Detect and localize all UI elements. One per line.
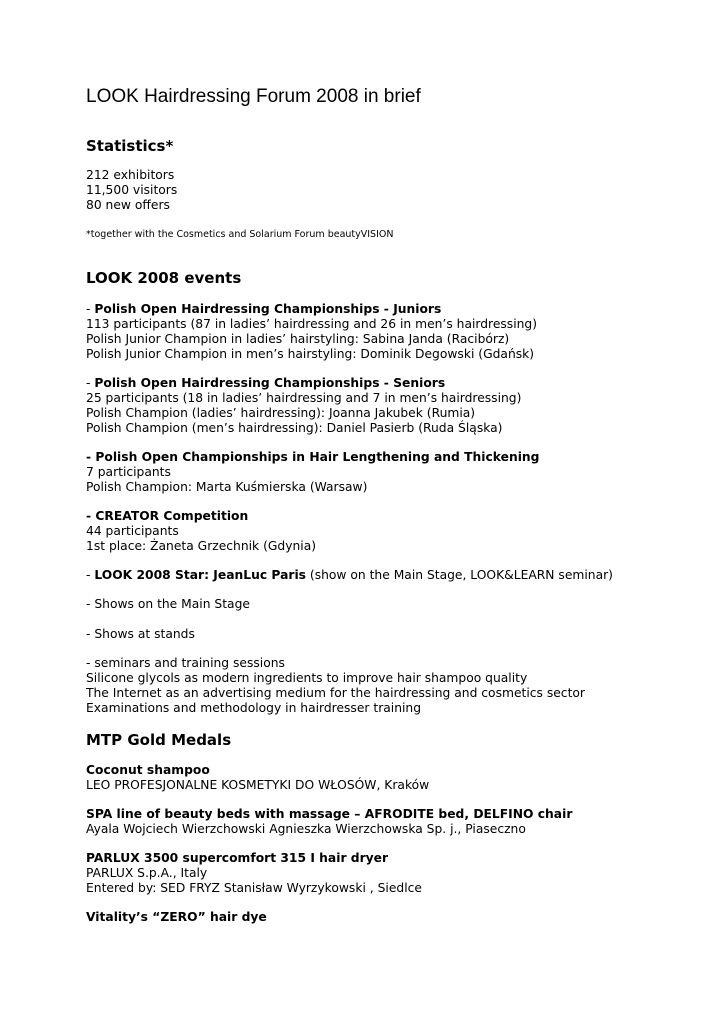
event-star [86,568,613,583]
medal-detail: PARLUX S.p.A., Italy [86,866,208,880]
event-detail: Polish Junior Champion in men’s hairstyling: Dominik Degowski (Gdańsk) [86,347,535,361]
medal-detail: Entered by: SED FRYZ Stanisław Wyrzykowski , Siedlce [86,881,422,895]
statistics-footnote: *together with the Cosmetics and Solarium Forum beautyVISION [86,229,394,240]
event-detail: 7 participants [86,465,171,479]
event-detail: 1st place: Żaneta Grzechnik (Gdynia) [86,539,317,553]
event-detail: Polish Champion: Marta Kuśmierska (Warsaw) [86,480,368,494]
medal-title: Coconut shampoo [86,763,210,777]
event-juniors [86,302,537,362]
medals-heading: MTP Gold Medals [86,731,232,749]
event-title: - Polish Open Championships in Hair Lengthening and Thickening [86,450,540,464]
event-detail: 44 participants [86,524,179,538]
page-title: LOOK Hairdressing Forum 2008 in brief [86,86,421,107]
event-title: Polish Open Hairdressing Championships - Seniors [94,376,446,390]
event-prefix: - [86,568,95,582]
medal-item [86,763,429,793]
statistics-line: 11,500 visitors [86,183,178,197]
event-creator [86,509,316,554]
event-prefix: - [86,376,95,390]
event-title: - seminars and training sessions [86,656,285,670]
event-stands: - Shows at stands [86,627,195,641]
event-title-line [86,568,613,583]
event-title: Polish Open Hairdressing Championships - Juniors [94,302,442,316]
medal-title: Vitality’s “ZERO” hair dye [86,910,267,924]
medal-detail: LEO PROFESJONALNE KOSMETYKI DO WŁOSÓW, Kraków [86,778,430,792]
event-seniors [86,376,521,436]
event-detail: 25 participants (18 in ladies’ hairdressing and 7 in men’s hairdressing) [86,391,522,405]
medal-detail: Ayala Wojciech Wierzchowski Agnieszka Wierzchowska Sp. j., Piaseczno [86,822,526,836]
event-title-line [86,376,521,391]
event-title-line [86,302,537,317]
event-detail: 113 participants (87 in ladies’ hairdressing and 26 in men’s hairdressing) [86,317,538,331]
seminar-item: Examinations and methodology in hairdresser training [86,701,422,715]
seminar-item: The Internet as an advertising medium for the hairdressing and cosmetics sector [86,686,585,700]
seminar-item: Silicone glycols as modern ingredients to improve hair shampoo quality [86,671,528,685]
event-prefix: - [86,302,95,316]
event-lengthening [86,450,539,495]
medal-item [86,851,422,896]
event-detail: Polish Champion (men’s hairdressing): Daniel Pasierb (Ruda Śląska) [86,421,503,435]
medal-item [86,910,267,925]
medal-title: PARLUX 3500 supercomfort 315 I hair dryer [86,851,389,865]
event-detail: Polish Junior Champion in ladies’ hairstyling: Sabina Janda (Racibórz) [86,332,510,346]
medal-title: SPA line of beauty beds with massage – AFRODITE bed, DELFINO chair [86,807,573,821]
event-detail: Polish Champion (ladies’ hairdressing): Joanna Jakubek (Rumia) [86,406,476,420]
statistics-line: 80 new offers [86,198,170,212]
event-title: - CREATOR Competition [86,509,249,523]
medal-item [86,807,572,837]
statistics-line: 212 exhibitors [86,168,175,182]
statistics-list [86,168,177,213]
event-suffix: (show on the Main Stage, LOOK&LEARN seminar) [305,568,613,582]
event-title: LOOK 2008 Star: JeanLuc Paris [94,568,306,582]
event-main-stage: - Shows on the Main Stage [86,597,250,611]
statistics-heading: Statistics* [86,137,174,155]
events-heading: LOOK 2008 events [86,269,242,287]
event-seminars [86,656,585,716]
